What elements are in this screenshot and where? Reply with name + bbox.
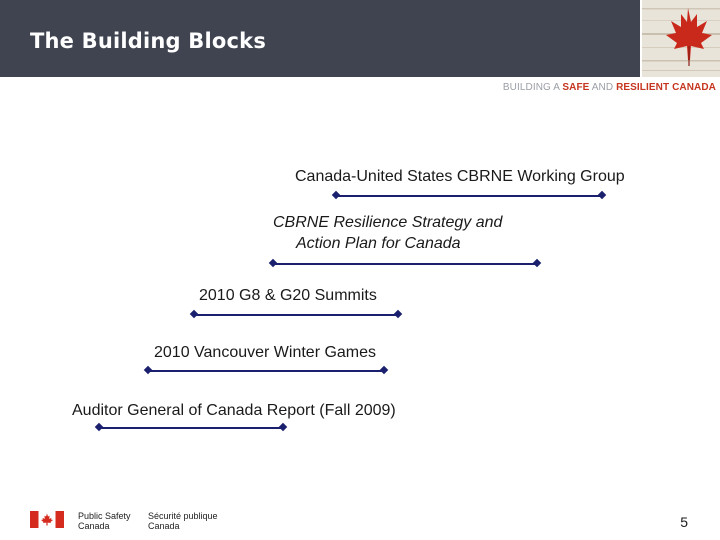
block-label-resilience-strategy-line1: CBRNE Resilience Strategy and: [273, 214, 503, 231]
header-bar: [0, 0, 640, 77]
dept-fr-line1: Sécurité publique: [148, 511, 218, 521]
bar-start-marker: [95, 423, 103, 431]
bar-start-marker: [269, 259, 277, 267]
bar-start-marker: [190, 310, 198, 318]
dept-fr-line2: Canada: [148, 521, 180, 531]
bar-end-marker: [279, 423, 287, 431]
tagline-part4: RESILIENT CANADA: [616, 82, 716, 93]
block-label-vancouver-winter-games: 2010 Vancouver Winter Games: [154, 344, 377, 361]
dept-en-line1: Public Safety: [78, 511, 131, 521]
tagline-part2: SAFE: [562, 82, 590, 93]
timeline-bar-resilience-strategy: [273, 263, 537, 265]
canada-flag-icon: [30, 511, 64, 533]
bar-end-marker: [598, 191, 606, 199]
timeline-bar-g8-g20-summits: [194, 314, 398, 316]
block-label-resilience-strategy-line2: Action Plan for Canada: [296, 235, 461, 252]
bar-start-marker: [332, 191, 340, 199]
timeline-bar-canada-us-working-group: [336, 195, 602, 197]
block-label-g8-g20-summits: 2010 G8 & G20 Summits: [199, 287, 377, 304]
bar-end-marker: [380, 366, 388, 374]
tagline-part1: BUILDING A: [502, 82, 563, 93]
bar-end-marker: [394, 310, 402, 318]
timeline-bar-auditor-general-report: [99, 427, 283, 429]
department-name-french: [148, 511, 218, 531]
bar-start-marker: [144, 366, 152, 374]
timeline-bar-vancouver-winter-games: [148, 370, 384, 372]
page-number: 5: [680, 514, 688, 530]
bar-end-marker: [533, 259, 541, 267]
block-label-auditor-general-report: Auditor General of Canada Report (Fall 2009): [72, 402, 396, 419]
maple-leaf-photo-icon: [642, 0, 720, 77]
birch-maple-leaf-image: [640, 0, 720, 77]
tagline-part3: AND: [589, 82, 617, 93]
tagline: [503, 82, 716, 93]
dept-en-line2: Canada: [78, 521, 110, 531]
block-label-canada-us-working-group: Canada-United States CBRNE Working Group: [295, 168, 625, 185]
department-name-english: [78, 511, 131, 531]
slide-title: The Building Blocks: [30, 29, 267, 53]
